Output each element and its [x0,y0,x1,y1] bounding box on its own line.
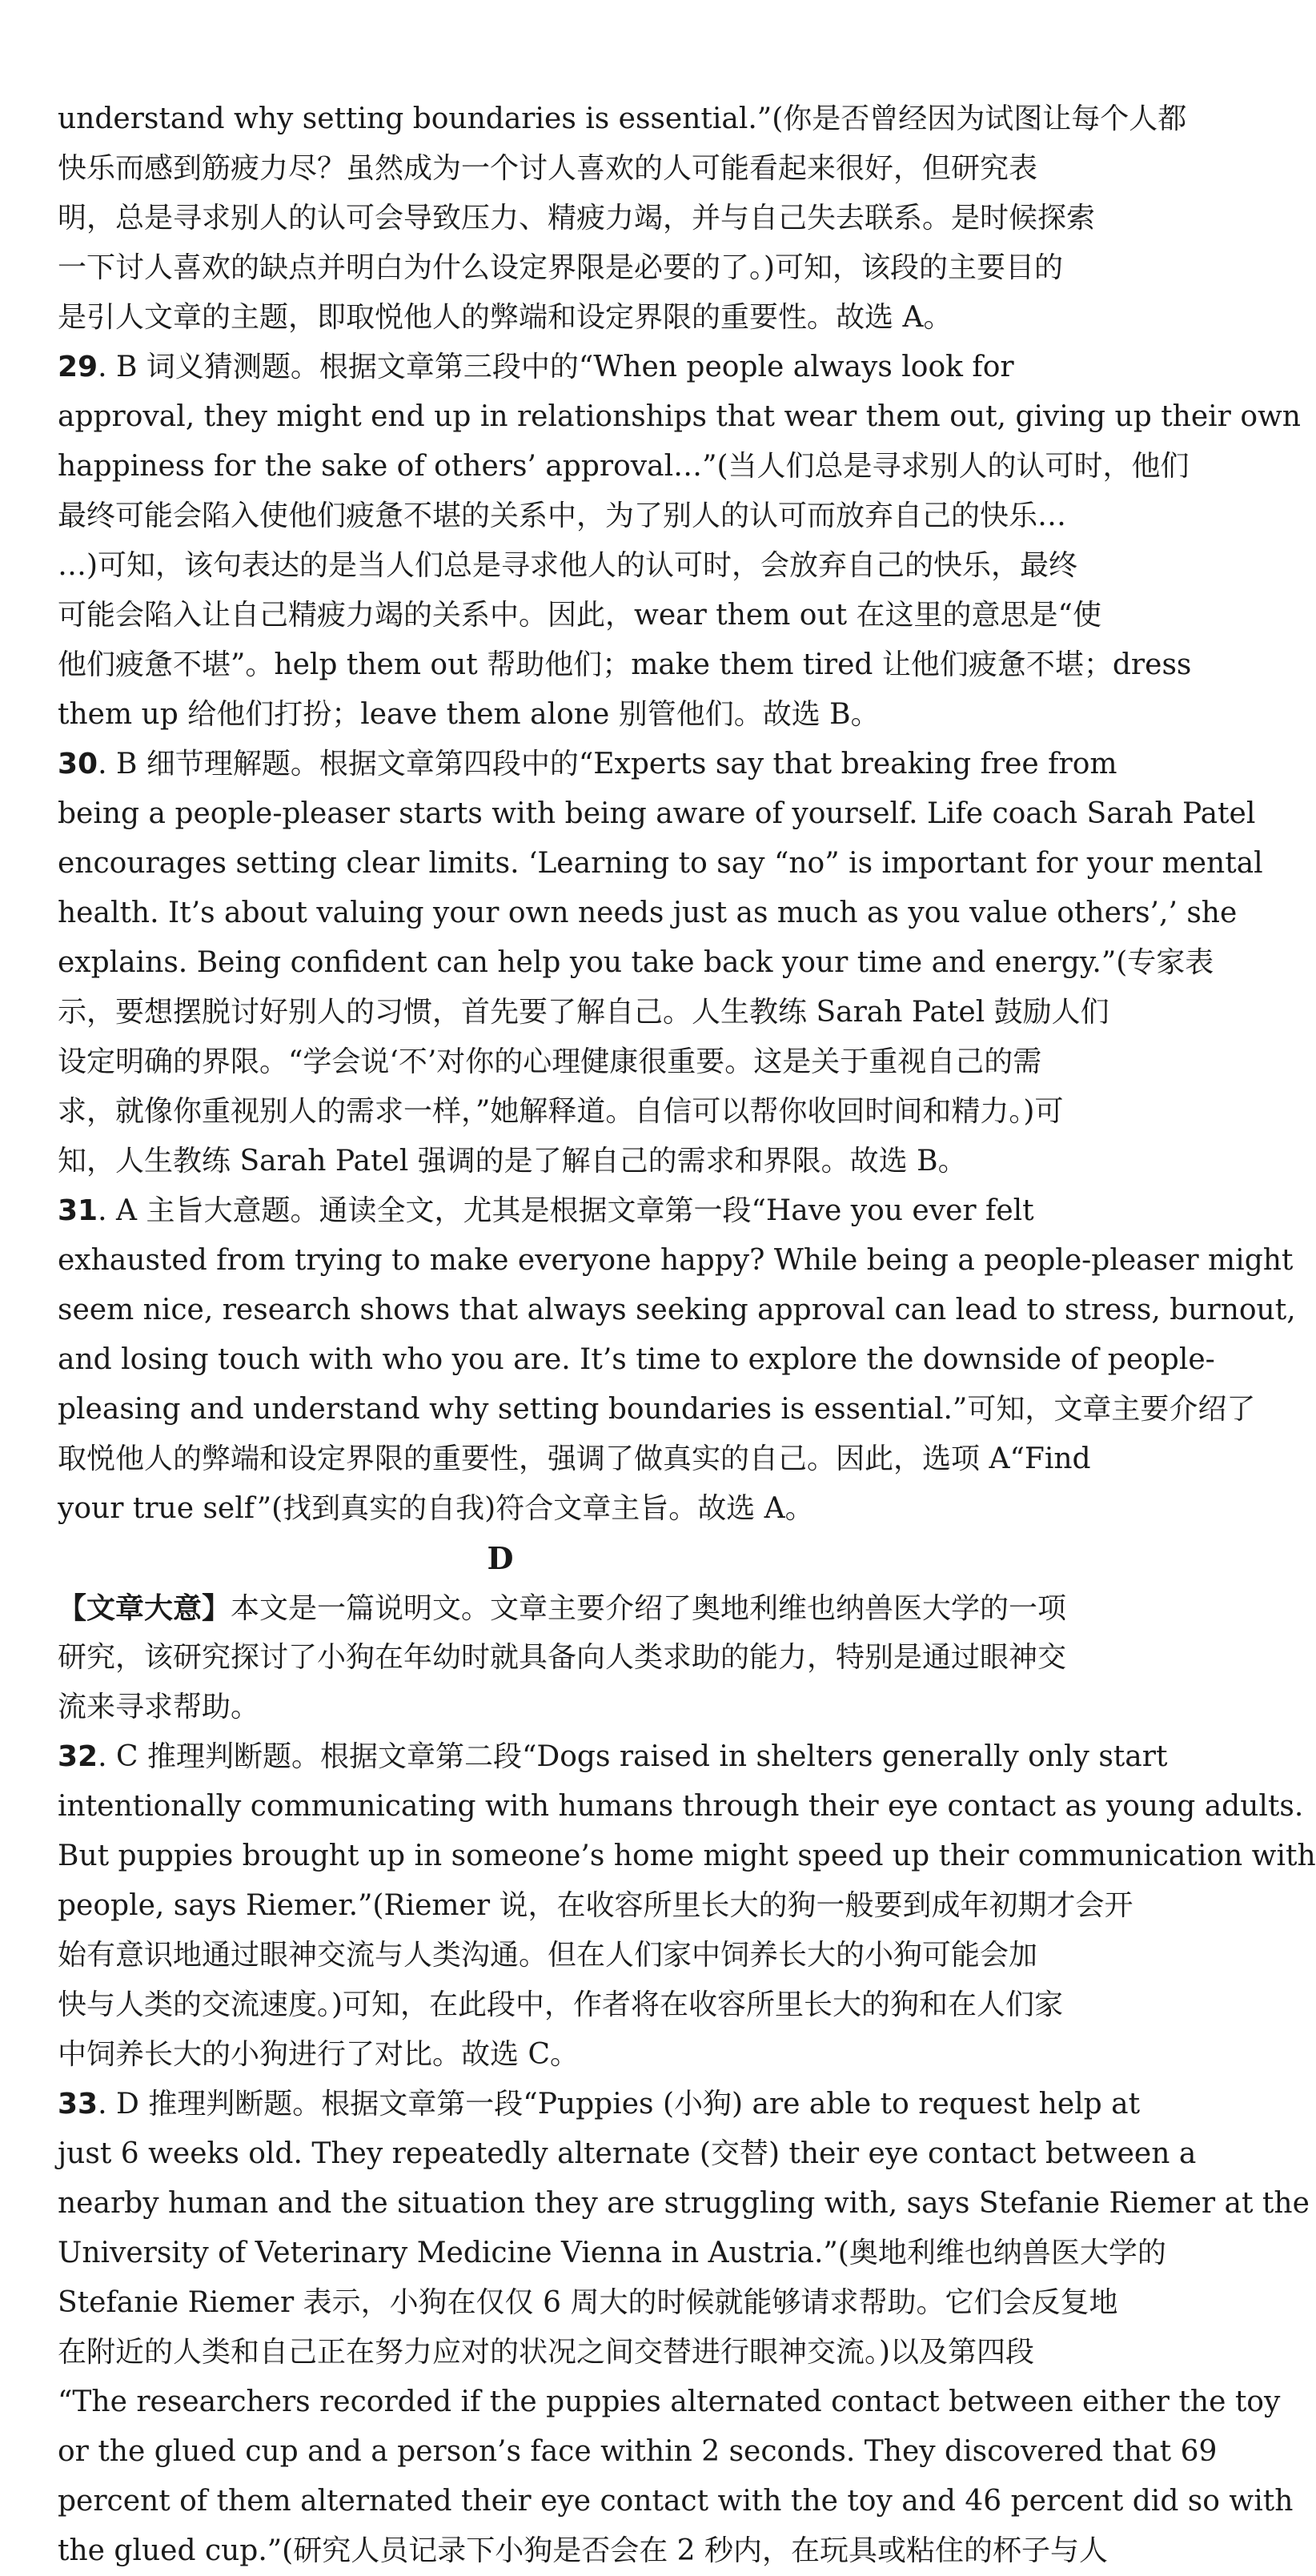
text-line: pleasing and understand why setting boundaries is essential.”可知，文章主要介绍了 [58,1393,1256,1426]
text-line: approval, they might end up in relationships that wear them out, giving up their own [58,400,1301,433]
text-line: 本文是一篇说明文。文章主要介绍了奥地利维也纳兽医大学的一项 [231,1592,1067,1625]
article-summary [58,1583,1067,1732]
text-line: 知，人生教练 Sarah Patel 强调的是了解自己的需求和界限。故选 B。 [58,1145,967,1178]
text-line: 最终可能会陷入使他们疲惫不堪的关系中，为了别人的认可而放弃自己的快乐… [58,500,1067,532]
text-line: 快乐而感到筋疲力尽？虽然成为一个讨人喜欢的人可能看起来很好，但研究表 [58,152,1038,185]
section-heading: D [487,1540,514,1576]
text-line: 始有意识地通过眼神交流与人类沟通。但在人们家中饲养长大的小狗可能会加 [58,1939,1038,1972]
text-line: 中饲养长大的小狗进行了对比。故选 C。 [58,2038,579,2071]
text-line: health. It’s about valuing your own needs just as much as you value others’,’ she [58,897,1238,929]
text-line: happiness for the sake of others’ approval…”(当人们总是寻求别人的认可时，他们 [58,450,1190,483]
text-line: explains. Being confident can help you take back your time and energy.”(专家表 [58,946,1214,979]
text-line: just 6 weeks old. They repeatedly alternate (交替) their eye contact between a [58,2137,1197,2170]
question-number: 32 [58,1740,98,1773]
text-line: 他们疲惫不堪”。help them out 帮助他们；make them tired 让他们疲惫不堪；dress [58,648,1192,681]
text-line: 示，要想摆脱讨好别人的习惯，首先要了解自己。人生教练 Sarah Patel 鼓励人们 [58,996,1109,1029]
question-number: 31 [58,1194,98,1227]
text-line: …)可知，该句表达的是当人们总是寻求他人的认可时，会放弃自己的快乐，最终 [58,549,1078,582]
question-29-explanation [58,343,1301,740]
text-line: seem nice, research shows that always seeking approval can lead to stress, burnout, [58,1294,1296,1326]
text-line: . B 细节理解题。根据文章第四段中的“Experts say that breaking free from [98,748,1117,780]
text-line: Stefanie Riemer 表示，小狗在仅仅 6 周大的时候就能够请求帮助。它们会反复地 [58,2286,1118,2319]
text-line: or the glued cup and a person’s face within 2 seconds. They discovered that 69 [58,2435,1218,2468]
question-31-explanation [58,1186,1296,1534]
answer-explanation-page [58,94,1316,2576]
summary-label: 【文章大意】 [58,1591,231,1625]
text-line: 在附近的人类和自己正在努力应对的状况之间交替进行眼神交流。)以及第四段 [58,2336,1035,2369]
text-line: being a people-pleaser starts with being aware of yourself. Life coach Sarah Patel [58,797,1256,830]
question-number: 30 [58,748,98,780]
text-line: encourages setting clear limits. ‘Learning to say “no” is important for your mental [58,847,1263,880]
text-line: . A 主旨大意题。通读全文，尤其是根据文章第一段“Have you ever felt [98,1194,1034,1227]
text-line: But puppies brought up in someone’s home might speed up their communication with [58,1840,1316,1872]
text-line: 快与人类的交流速度。)可知，在此段中，作者将在收容所里长大的狗和在人们家 [58,1988,1064,2021]
question-number: 29 [58,351,98,383]
text-line: 可能会陷入让自己精疲力竭的关系中。因此，wear them out 在这里的意思是“使 [58,599,1101,632]
text-line: University of Veterinary Medicine Vienna in Austria.”(奥地利维也纳兽医大学的 [58,2237,1166,2269]
text-line: 求，就像你重视别人的需求一样，”她解释道。自信可以帮你收回时间和精力。)可 [58,1095,1064,1128]
text-line: understand why setting boundaries is essential.”(你是否曾经因为试图让每个人都 [58,102,1187,135]
text-line: the glued cup.”(研究人员记录下小狗是否会在 2 秒内，在玩具或粘住的杯子与人 [58,2534,1109,2567]
text-line: percent of them alternated their eye contact with the toy and 46 percent did so with [58,2485,1294,2518]
text-line: . C 推理判断题。根据文章第二段“Dogs raised in shelters generally only start [98,1740,1168,1773]
text-line: 设定明确的界限。“学会说‘不’对你的心理健康很重要。这是关于重视自己的需 [58,1045,1042,1078]
question-30-explanation [58,740,1263,1186]
text-line: exhausted from trying to make everyone happy? While being a people-pleaser might [58,1244,1294,1277]
question-number: 33 [58,2088,98,2121]
text-line: 流来寻求帮助。 [58,1691,260,1723]
text-line: 取悦他人的弊端和设定界限的重要性，强调了做真实的自己。因此，选项 A“Find [58,1442,1091,1475]
text-line: your true self”(找到真实的自我)符合文章主旨。故选 A。 [58,1492,814,1525]
text-line: 是引人文章的主题，即取悦他人的弊端和设定界限的重要性。故选 A。 [58,301,953,334]
text-line: them up 给他们打扮；leave them alone 别管他们。故选 B。 [58,698,880,731]
text-line: . B 词义猜测题。根据文章第三段中的“When people always look for [98,351,1014,383]
text-line: “The researchers recorded if the puppies alternated contact between either the toy [58,2385,1281,2418]
text-line: 研究，该研究探讨了小狗在年幼时就具备向人类求助的能力，特别是通过眼神交 [58,1641,1067,1674]
text-line: 明，总是寻求别人的认可会导致压力、精疲力竭，并与自己失去联系。是时候探索 [58,202,1096,235]
question-33-explanation [58,2080,1310,2576]
text-line: 一下讨人喜欢的缺点并明白为什么设定界限是必要的了。)可知，该段的主要目的 [58,251,1064,284]
text-line: . D 推理判断题。根据文章第一段“Puppies (小狗) are able to request help at [98,2088,1141,2121]
text-line: people, says Riemer.”(Riemer 说，在收容所里长大的狗一般要到成年初期才会开 [58,1889,1133,1922]
q28-continuation [58,94,1187,343]
text-line: intentionally communicating with humans through their eye contact as young adults. [58,1790,1304,1823]
text-line: nearby human and the situation they are struggling with, says Stefanie Riemer at the [58,2187,1310,2220]
text-line: and losing touch with who you are. It’s time to explore the downside of people- [58,1343,1215,1376]
question-32-explanation [58,1732,1316,2080]
